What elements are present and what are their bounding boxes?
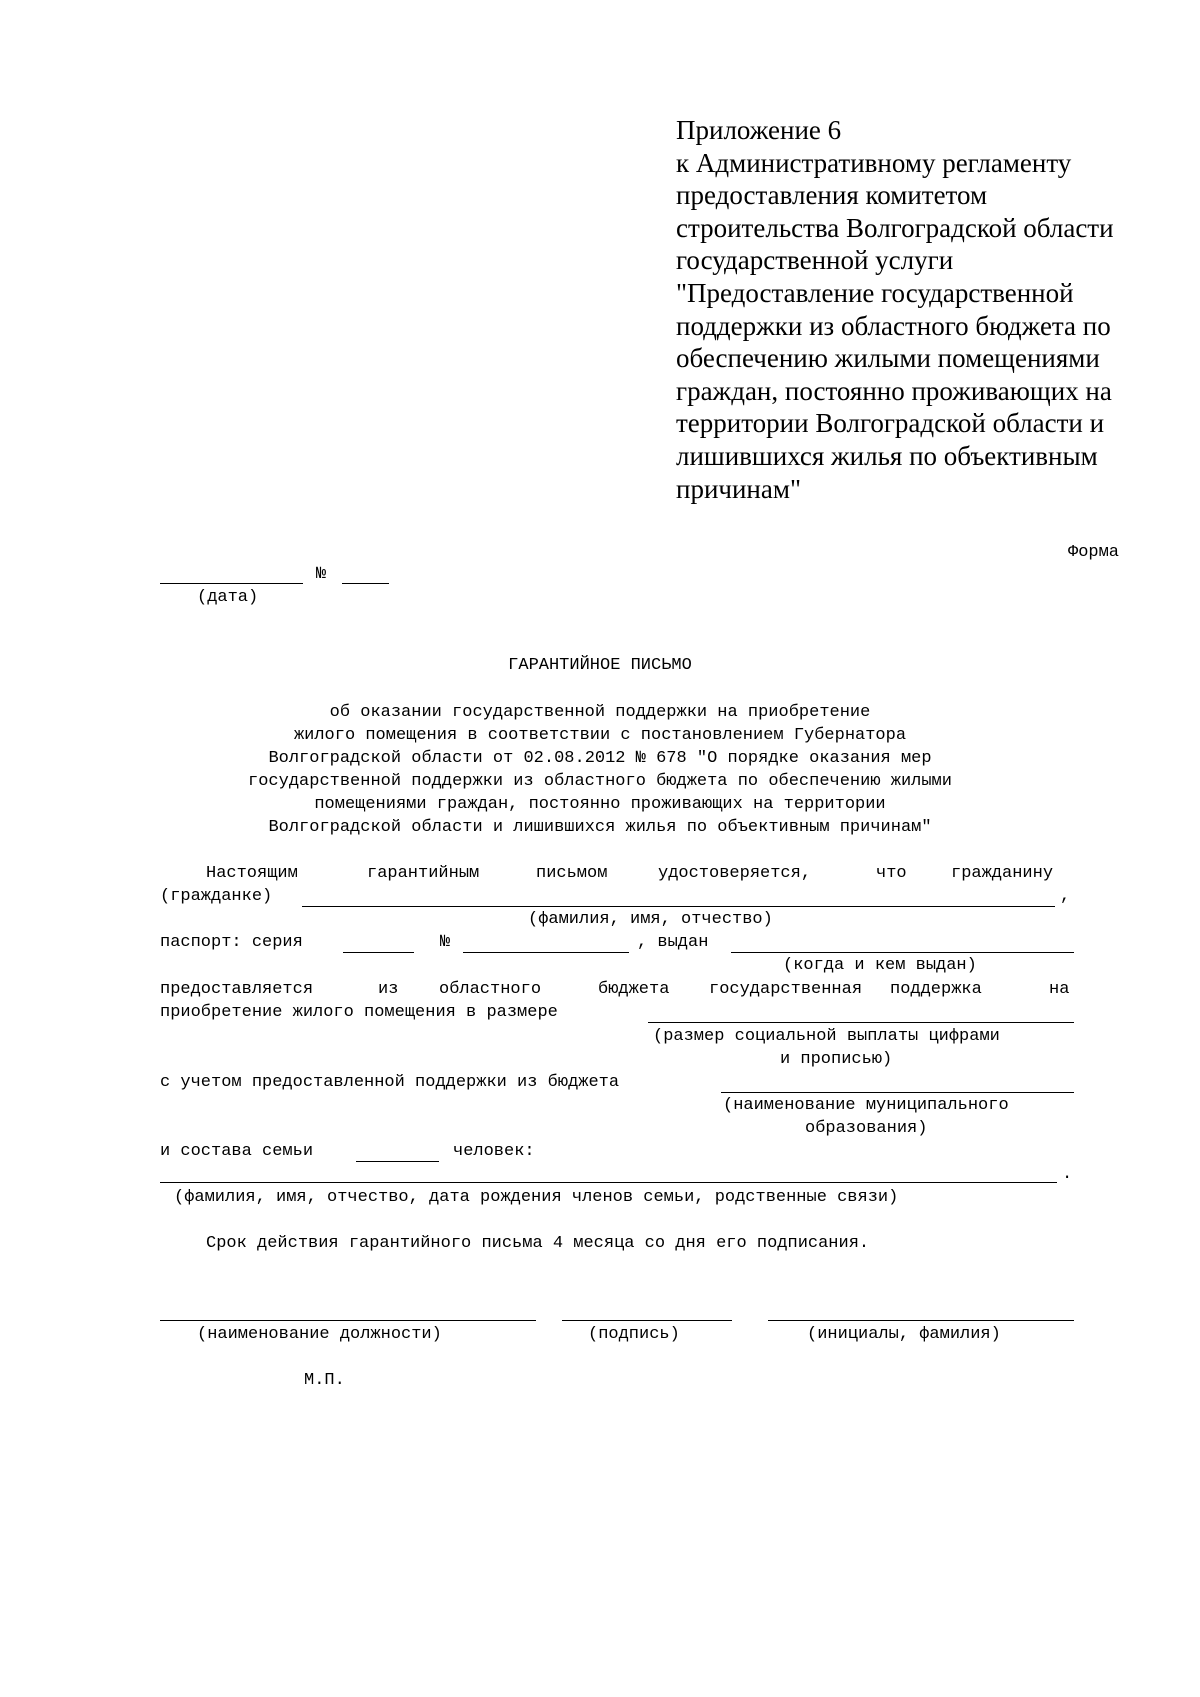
provided-word: бюджета [598, 980, 670, 999]
intro-word: удостоверяется, [658, 864, 812, 883]
municipality-caption: (наименование муниципального [723, 1096, 1009, 1115]
citizen-name-line [302, 906, 1055, 907]
issued-caption: (когда и кем выдан) [783, 956, 977, 975]
issued-label: , выдан [637, 933, 709, 952]
stamp-label: М.П. [304, 1371, 345, 1390]
appendix-line: поддержки из областного бюджета по [676, 310, 1111, 341]
appendix-line: государственной услуги [676, 245, 954, 276]
appendix-block [676, 114, 1176, 505]
subtitle-line: Волгоградской области от 02.08.2012 № 678 "О порядке оказания мер [268, 749, 932, 768]
passport-series-line [343, 952, 414, 953]
number-blank-line [342, 583, 389, 584]
passport-label: паспорт: серия [160, 933, 303, 952]
provided-word: областного [439, 980, 542, 999]
intro-word: письмом [536, 864, 608, 883]
document-title: ГАРАНТИЙНОЕ ПИСЬМО [508, 656, 692, 675]
intro-word: что [876, 864, 907, 883]
citizen-label: (гражданке) [160, 887, 273, 906]
appendix-line: обеспечению жилыми помещениями [676, 343, 1100, 374]
amount-label: приобретение жилого помещения в размере [160, 1003, 558, 1022]
subtitle-line: Волгоградской области и лишившихся жилья по объективным причинам" [268, 818, 932, 837]
date-blank-line [160, 583, 303, 584]
provided-word: государственная [709, 980, 863, 999]
intro-word: гражданину [951, 864, 1054, 883]
intro-word: гарантийным [367, 864, 480, 883]
citizen-line-end: , [1060, 887, 1071, 906]
validity-text: Срок действия гарантийного письма 4 месяца со дня его подписания. [206, 1234, 870, 1253]
signature-caption: (подпись) [588, 1325, 680, 1344]
passport-number-sign: № [440, 933, 451, 952]
provided-word: предоставляется [160, 980, 314, 999]
fio-caption: (фамилия, имя, отчество) [528, 910, 773, 929]
subtitle-line: государственной поддержки из областного бюджета по обеспечению жилыми [248, 772, 952, 791]
municipality-caption: образования) [805, 1119, 928, 1138]
subtitle-line: об оказании государственной поддержки на приобретение [329, 703, 871, 722]
position-line [160, 1320, 536, 1321]
appendix-line: лишившихся жилья по объективным [676, 440, 1098, 471]
appendix-line: строительства Волгоградской области [676, 212, 1114, 243]
amount-caption: и прописью) [780, 1050, 893, 1069]
budget-label: с учетом предоставленной поддержки из бюджета [160, 1073, 620, 1092]
amount-line [648, 1022, 1074, 1023]
family-caption: (фамилия, имя, отчество, дата рождения членов семьи, родственные связи) [174, 1188, 899, 1207]
subtitle-line: жилого помещения в соответствии с постановлением Губернатора [293, 726, 907, 745]
number-sign: № [316, 565, 327, 584]
family-line-end: . [1062, 1165, 1073, 1184]
appendix-line: причинам" [676, 473, 801, 504]
form-label: Форма [1068, 543, 1120, 562]
appendix-line: Приложение 6 [676, 115, 842, 145]
date-caption: (дата) [197, 588, 259, 607]
family-persons: человек: [453, 1142, 535, 1161]
name-line [768, 1320, 1074, 1321]
municipality-line [721, 1092, 1074, 1093]
amount-caption: (размер социальной выплаты цифрами [653, 1027, 1000, 1046]
issued-by-line [731, 952, 1074, 953]
provided-word: поддержка [890, 980, 982, 999]
appendix-line: "Предоставление государственной [676, 277, 1074, 308]
signature-line [562, 1320, 732, 1321]
name-caption: (инициалы, фамилия) [807, 1325, 1001, 1344]
family-label: и состава семьи [160, 1142, 314, 1161]
appendix-line: граждан, постоянно проживающих на [676, 375, 1112, 406]
family-count-line [356, 1161, 439, 1162]
appendix-line: к Административному регламенту [676, 147, 1072, 178]
passport-number-line [463, 952, 629, 953]
provided-word: из [378, 980, 399, 999]
subtitle-line: помещениями граждан, постоянно проживающих на территории [314, 795, 886, 814]
provided-word: на [1049, 980, 1070, 999]
appendix-line: предоставления комитетом [676, 180, 988, 211]
appendix-line: территории Волгоградской области и [676, 408, 1105, 439]
intro-word: Настоящим [206, 864, 298, 883]
family-members-line [160, 1182, 1057, 1183]
position-caption: (наименование должности) [197, 1325, 442, 1344]
